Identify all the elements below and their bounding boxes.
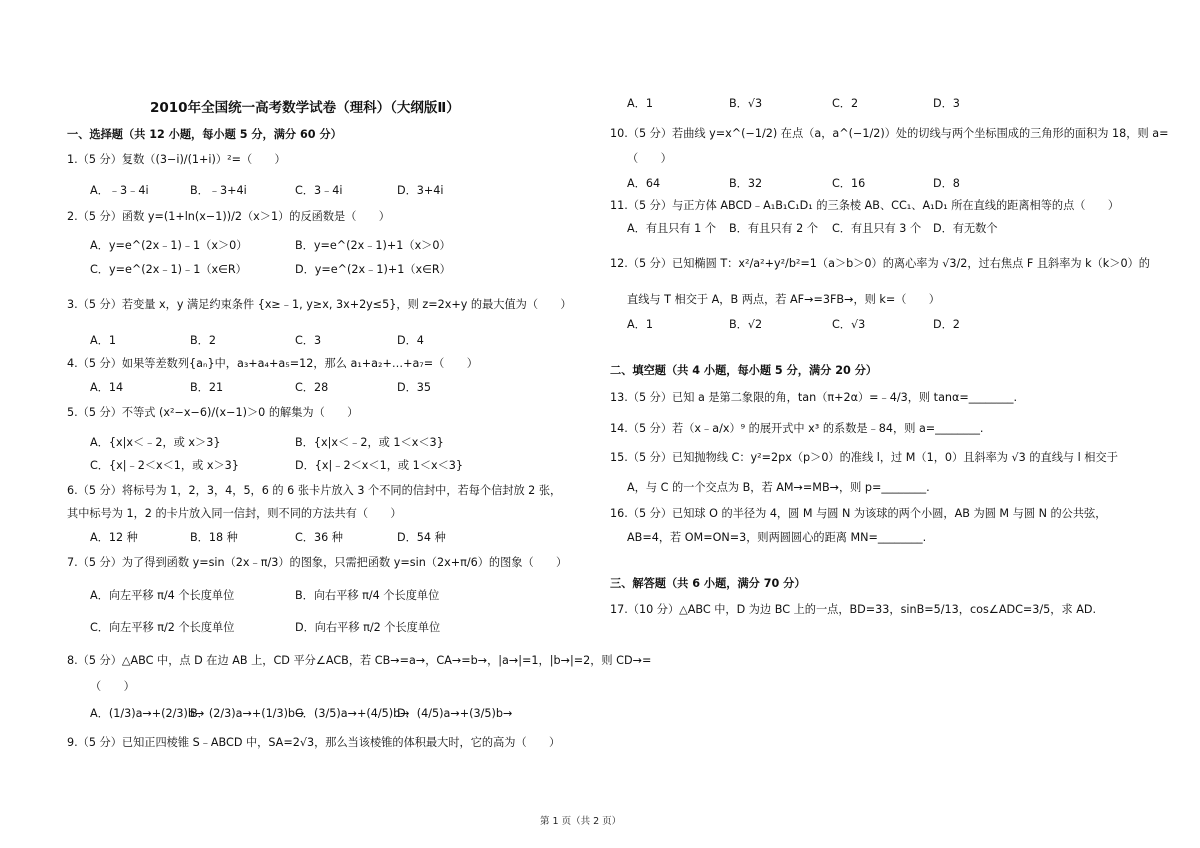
page-title: 2010年全国统一高考数学试卷（理科）（大纲版Ⅱ） — [150, 100, 460, 116]
answer-option: B．32 — [729, 177, 763, 190]
answer-option: B．{x|x＜﹣2，或 1＜x＜3} — [295, 436, 444, 449]
answer-option: B．﹣3+4i — [190, 184, 247, 197]
page-footer: 第 1 页（共 2 页） — [540, 816, 622, 827]
answer-option: D．8 — [933, 177, 960, 190]
answer-option: B．(2/3)a→+(1/3)b→ — [190, 707, 305, 720]
answer-option: A．1 — [90, 334, 116, 347]
question-line: 15.（5 分）已知抛物线 C：y²=2px（p＞0）的准线 l，过 M（1，0）且斜率为 √3 的直线与 l 相交于 — [610, 451, 1118, 464]
question-line: AB=4，若 OM=ON=3，则两圆圆心的距离 MN=________. — [627, 531, 927, 544]
answer-option: D．35 — [397, 381, 432, 394]
answer-option: D．3 — [933, 97, 960, 110]
answer-option: A．12 种 — [90, 531, 138, 544]
answer-option: D．4 — [397, 334, 424, 347]
answer-option: B．向右平移 π/4 个长度单位 — [295, 589, 440, 602]
answer-option: C．y=e^(2x﹣1)﹣1（x∈R） — [90, 263, 247, 276]
question-line: （ ） — [627, 152, 672, 165]
answer-option: D．54 种 — [397, 531, 446, 544]
question-line: 14.（5 分）若（x﹣a/x）⁹ 的展开式中 x³ 的系数是﹣84，则 a=________. — [610, 422, 984, 435]
answer-option: B．21 — [190, 381, 224, 394]
question-line: 1.（5 分）复数（(3−i)/(1+i)）²=（ ） — [67, 153, 286, 166]
answer-option: A．y=e^(2x﹣1)﹣1（x＞0） — [90, 239, 248, 252]
question-line: 11.（5 分）与正方体 ABCD﹣A₁B₁C₁D₁ 的三条棱 AB、CC₁、A₁D₁ 所在直线的距离相等的点（ ） — [610, 199, 1120, 212]
answer-option: B．√3 — [729, 97, 763, 110]
answer-option: A．1 — [627, 97, 653, 110]
answer-option: A．1 — [627, 318, 653, 331]
answer-option: B．有且只有 2 个 — [729, 222, 819, 235]
answer-option: C．3 — [295, 334, 322, 347]
answer-option: B．18 种 — [190, 531, 238, 544]
answer-option: D．{x|﹣2＜x＜1，或 1＜x＜3} — [295, 459, 464, 472]
question-line: 其中标号为 1，2 的卡片放入同一信封，则不同的方法共有（ ） — [67, 507, 402, 520]
question-line: 9.（5 分）已知正四棱锥 S﹣ABCD 中，SA=2√3，那么当该棱锥的体积最大时，它的高为（ ） — [67, 736, 561, 749]
answer-option: D．有无数个 — [933, 222, 998, 235]
question-line: （ ） — [90, 680, 135, 693]
answer-option: C．向左平移 π/2 个长度单位 — [90, 621, 235, 634]
section-heading: 三、解答题（共 6 小题，满分 70 分） — [610, 577, 806, 590]
question-line: 6.（5 分）将标号为 1，2，3，4，5，6 的 6 张卡片放入 3 个不同的信封中，若每个信封放 2 张， — [67, 484, 562, 497]
answer-option: D．2 — [933, 318, 960, 331]
answer-option: C．√3 — [832, 318, 866, 331]
question-line: 5.（5 分）不等式 (x²−x−6)/(x−1)＞0 的解集为（ ） — [67, 406, 359, 419]
question-line: 17.（10 分）△ABC 中，D 为边 BC 上的一点，BD=33，sinB=5/13，cos∠ADC=3/5，求 AD. — [610, 603, 1097, 616]
question-line: 8.（5 分）△ABC 中，点 D 在边 AB 上，CD 平分∠ACB，若 CB→=a→，CA→=b→，|a→|=1，|b→|=2，则 CD→= — [67, 654, 652, 667]
answer-option: D．向右平移 π/2 个长度单位 — [295, 621, 441, 634]
answer-option: C．3﹣4i — [295, 184, 343, 197]
answer-option: A．有且只有 1 个 — [627, 222, 717, 235]
question-line: 13.（5 分）已知 a 是第二象限的角，tan（π+2α）=﹣4/3，则 tanα=________. — [610, 391, 1018, 404]
answer-option: A．向左平移 π/4 个长度单位 — [90, 589, 235, 602]
question-line: 10.（5 分）若曲线 y=x^(−1/2) 在点（a，a^(−1/2)）处的切线与两个坐标围成的三角形的面积为 18，则 a= — [610, 127, 1169, 140]
answer-option: A．(1/3)a→+(2/3)b→ — [90, 707, 205, 720]
answer-option: C．{x|﹣2＜x＜1，或 x＞3} — [90, 459, 239, 472]
answer-option: C．有且只有 3 个 — [832, 222, 922, 235]
answer-option: D．(4/5)a→+(3/5)b→ — [397, 707, 513, 720]
answer-option: B．2 — [190, 334, 216, 347]
answer-option: A．﹣3﹣4i — [90, 184, 149, 197]
answer-option: C．2 — [832, 97, 859, 110]
answer-option: C．28 — [295, 381, 329, 394]
question-line: 4.（5 分）如果等差数列{aₙ}中，a₃+a₄+a₅=12，那么 a₁+a₂+…+a₇=（ ） — [67, 357, 478, 370]
answer-option: A．{x|x＜﹣2，或 x＞3} — [90, 436, 221, 449]
question-line: A，与 C 的一个交点为 B，若 AM→=MB→，则 p=________. — [627, 481, 930, 494]
section-heading: 一、选择题（共 12 小题，每小题 5 分，满分 60 分） — [67, 128, 342, 141]
question-line: 直线与 T 相交于 A，B 两点，若 AF→=3FB→，则 k=（ ） — [627, 293, 940, 306]
question-line: 16.（5 分）已知球 O 的半径为 4，圆 M 与圆 N 为该球的两个小圆，AB 为圆 M 与圆 N 的公共弦， — [610, 507, 1107, 520]
question-line: 7.（5 分）为了得到函数 y=sin（2x﹣π/3）的图象，只需把函数 y=sin（2x+π/6）的图象（ ） — [67, 556, 568, 569]
answer-option: A．14 — [90, 381, 124, 394]
answer-option: C．(3/5)a→+(4/5)b→ — [295, 707, 410, 720]
answer-option: A．64 — [627, 177, 661, 190]
answer-option: D．3+4i — [397, 184, 444, 197]
answer-option: B．√2 — [729, 318, 763, 331]
answer-option: C．36 种 — [295, 531, 343, 544]
answer-option: C．16 — [832, 177, 866, 190]
answer-option: B．y=e^(2x﹣1)+1（x＞0） — [295, 239, 451, 252]
section-heading: 二、填空题（共 4 小题，每小题 5 分，满分 20 分） — [610, 364, 878, 377]
question-line: 12.（5 分）已知椭圆 T：x²/a²+y²/b²=1（a＞b＞0）的离心率为 √3/2，过右焦点 F 且斜率为 k（k＞0）的 — [610, 257, 1150, 270]
answer-option: D．y=e^(2x﹣1)+1（x∈R） — [295, 263, 451, 276]
question-line: 3.（5 分）若变量 x，y 满足约束条件 {x≥﹣1, y≥x, 3x+2y≤5}，则 z=2x+y 的最大值为（ ） — [67, 298, 572, 311]
question-line: 2.（5 分）函数 y=(1+ln(x−1))/2（x＞1）的反函数是（ ） — [67, 210, 390, 223]
